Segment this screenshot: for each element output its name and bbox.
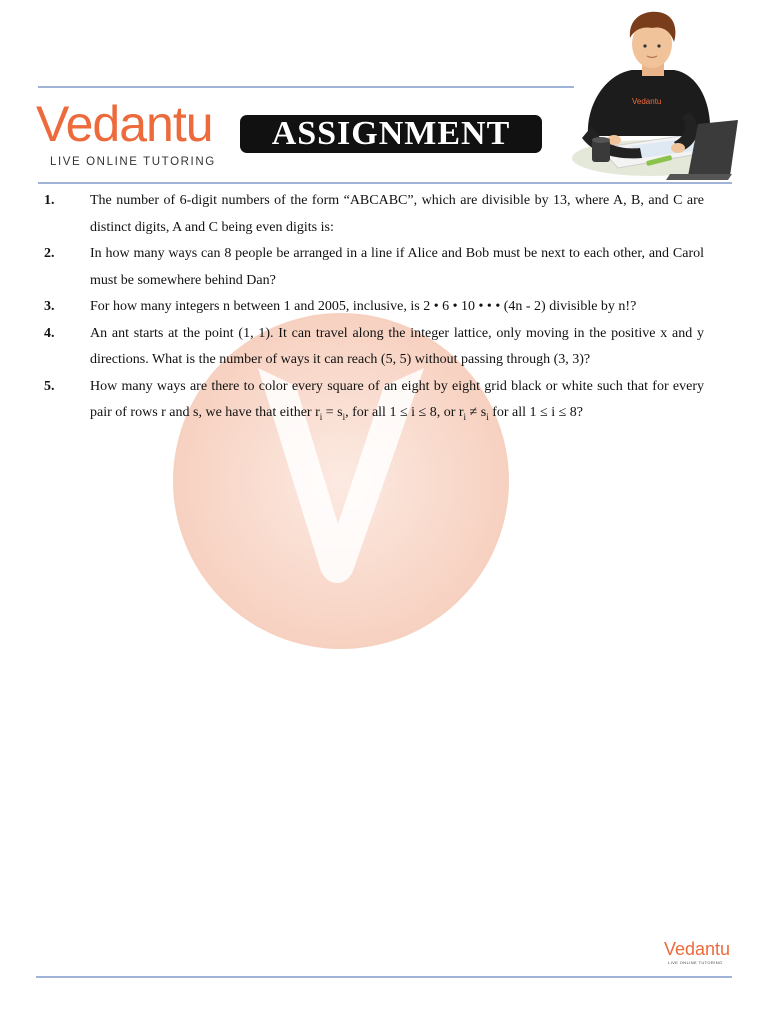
question-item [38, 241, 704, 294]
subscript-i: i [486, 411, 489, 422]
student-at-laptop-illustration [570, 8, 742, 184]
question-text-part: ≠ s [466, 405, 487, 420]
question-text: An ant starts at the point (1, 1). It can travel along the integer lattice, only moving in the positive x and y directions. What is the number of ways it can reach (5, 5) without passing through (3, 3)? [90, 325, 704, 367]
question-number: 5. [44, 378, 55, 394]
question-number: 1. [44, 193, 55, 208]
question-text-part: How many ways are there to color every square of an eight by eight grid black or white such that for every pair of rows r and s, we have that either r [90, 378, 704, 420]
page-title: ASSIGNMENT [271, 115, 511, 152]
question-text: For how many integers n between 1 and 2005, inclusive, is 2 • 6 • 10 • • • (4n - 2) divisible by n!? [90, 299, 637, 314]
question-text [90, 374, 704, 431]
question-text: The number of 6-digit numbers of the form “ABCABC”, which are divisible by 13, where A, B, and C are distinct digits, A and C being even digits is: [90, 193, 704, 235]
question-item [38, 374, 704, 431]
question-number: 2. [44, 246, 55, 261]
footer-vedantu-logo [664, 939, 731, 968]
top-divider [38, 86, 574, 88]
header-divider [38, 182, 732, 184]
logo-wordmark: Vedantu [36, 96, 213, 152]
question-text-part: , for all 1 ≤ i ≤ 8, or r [345, 405, 464, 420]
question-text: In how many ways can 8 people be arranged in a line if Alice and Bob must be next to each other, and Carol must be somewhere behind Dan? [90, 246, 704, 288]
question-item [38, 188, 704, 241]
question-text-part: for all 1 ≤ i ≤ 8? [488, 405, 583, 420]
question-item [38, 294, 704, 321]
footer-logo-wordmark: Vedantu [664, 939, 731, 959]
subscript-i: i [463, 411, 467, 422]
svg-text:Vedantu: Vedantu [632, 97, 662, 106]
footer-logo-tagline: LIVE ONLINE TUTORING [668, 960, 723, 965]
question-text-part: = s [322, 405, 343, 420]
question-number: 4. [44, 325, 55, 341]
footer-divider [36, 976, 732, 978]
logo-tagline: LIVE ONLINE TUTORING [50, 156, 216, 168]
subscript-i: i [319, 411, 323, 422]
subscript-i: i [342, 411, 346, 422]
question-list [38, 188, 704, 430]
vedantu-logo [36, 96, 226, 172]
question-item [38, 321, 704, 374]
assignment-badge [240, 115, 542, 153]
question-number: 3. [44, 299, 55, 314]
